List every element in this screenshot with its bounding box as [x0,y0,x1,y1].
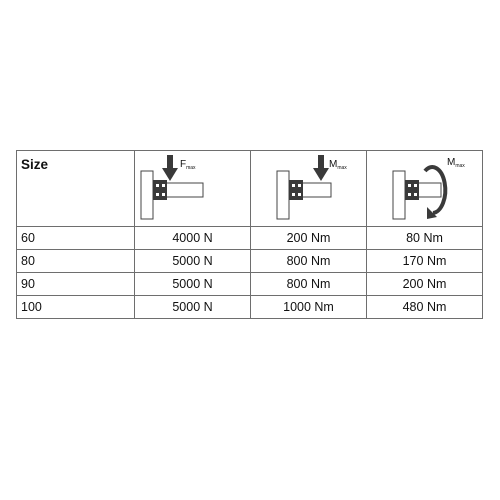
table-row [17,273,483,296]
moment2-header-sub: max [455,163,465,169]
svg-text:Mmax [447,157,465,169]
force-cell: 4000 N [135,227,251,250]
force-column-header [135,151,251,227]
moment1-cell: 1000 Nm [251,296,367,319]
size-cell: 100 [17,296,135,319]
svg-text:Fmax [180,159,196,171]
moment2-header-label: M [447,157,456,168]
force-header-sub: max [186,165,196,171]
force-cell: 5000 N [135,250,251,273]
torque-rotation-icon [367,151,483,227]
moment2-cell: 170 Nm [367,250,483,273]
moment-column-header [251,151,367,227]
force-header-label: F [180,159,187,170]
moment1-cell: 800 Nm [251,250,367,273]
svg-text:Mmax [329,159,347,171]
moment-load-icon [251,151,367,227]
size-column-header: Size [17,151,135,227]
table-row [17,296,483,319]
load-capacity-table [16,150,483,319]
size-cell: 80 [17,250,135,273]
moment2-cell: 200 Nm [367,273,483,296]
size-cell: 90 [17,273,135,296]
moment2-cell: 80 Nm [367,227,483,250]
moment1-cell: 800 Nm [251,273,367,296]
moment1-header-sub: max [337,165,347,171]
force-load-icon [135,151,251,227]
table-row [17,227,483,250]
moment1-cell: 200 Nm [251,227,367,250]
size-cell: 60 [17,227,135,250]
force-cell: 5000 N [135,296,251,319]
table-row [17,250,483,273]
torque-column-header [367,151,483,227]
moment1-header-label: M [329,159,338,170]
table-header-row [17,151,483,227]
moment2-cell: 480 Nm [367,296,483,319]
force-cell: 5000 N [135,273,251,296]
